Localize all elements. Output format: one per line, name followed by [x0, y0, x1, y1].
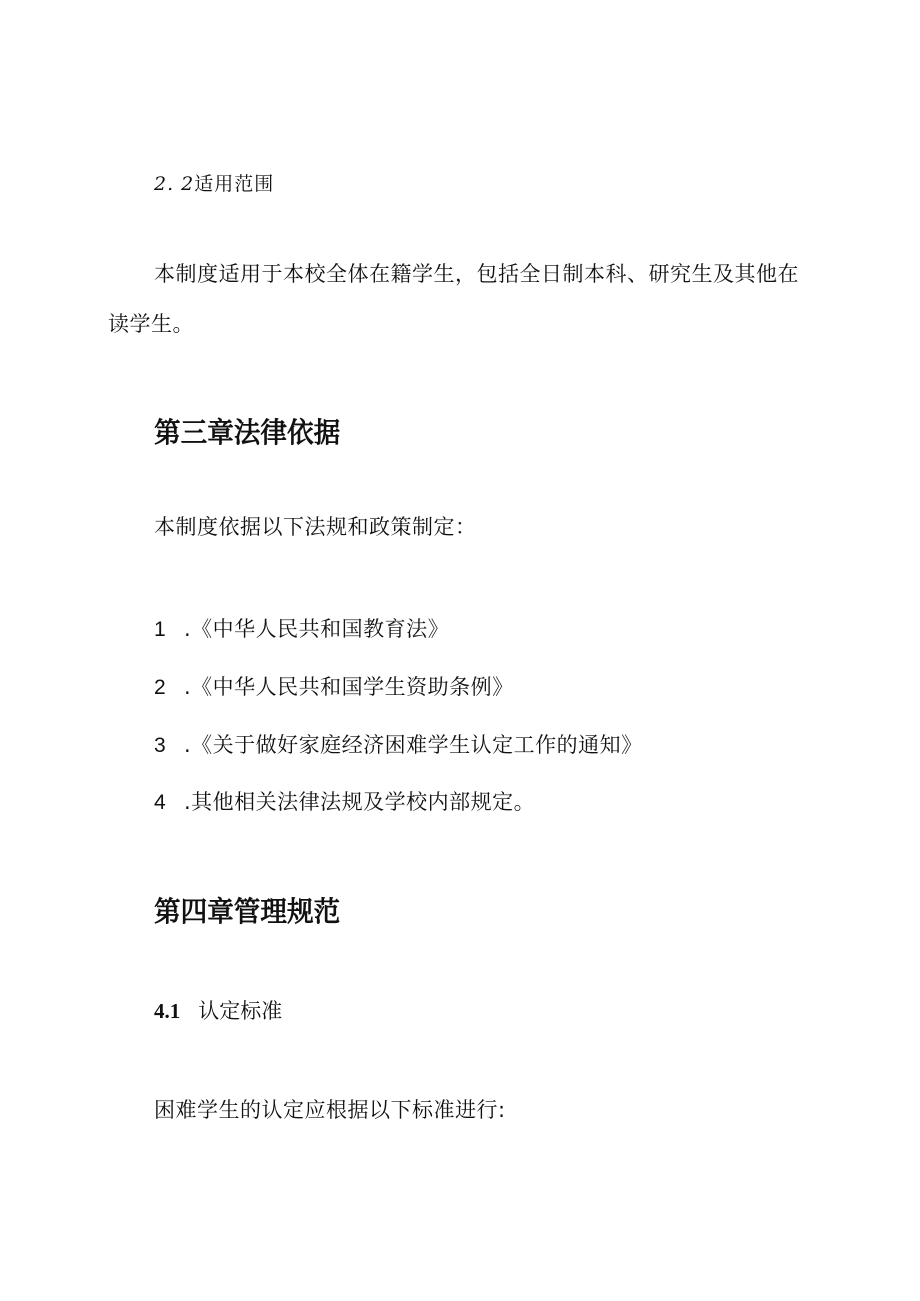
- list-item-text: .《中华人民共和国教育法》: [184, 617, 450, 641]
- scope-paragraph: 本制度适用于本校全体在籍学生，包括全日制本科、研究生及其他在读学生。: [108, 262, 799, 336]
- subsection-number: 4.1: [154, 999, 181, 1023]
- section-heading-2-2: [154, 169, 274, 196]
- subsection-title: 认定标准: [198, 999, 283, 1023]
- list-item: [154, 671, 514, 701]
- list-item: [154, 613, 449, 643]
- subsection-heading-4-1: [154, 995, 282, 1025]
- section-title: 适用范围: [194, 173, 275, 195]
- chapter-4-intro: 困难学生的认定应根据以下标准进行:: [154, 1098, 506, 1122]
- list-item-number: 4: [154, 791, 167, 814]
- list-item-text: .《中华人民共和国学生资助条例》: [184, 675, 514, 699]
- list-item-number: 1: [154, 618, 167, 641]
- list-item: [154, 729, 643, 759]
- list-item-number: 2: [154, 676, 167, 699]
- chapter-3-heading: 第三章法律依据: [154, 416, 341, 449]
- list-item-text: .其他相关法律法规及学校内部规定。: [184, 790, 536, 814]
- section-number: 2. 2: [154, 173, 195, 195]
- list-item-text: .《关于做好家庭经济困难学生认定工作的通知》: [184, 733, 643, 757]
- list-item-number: 3: [154, 734, 167, 757]
- list-item: [154, 786, 535, 816]
- chapter-3-intro: 本制度依据以下法规和政策制定：: [154, 515, 477, 539]
- chapter-4-heading: 第四章管理规范: [154, 895, 341, 928]
